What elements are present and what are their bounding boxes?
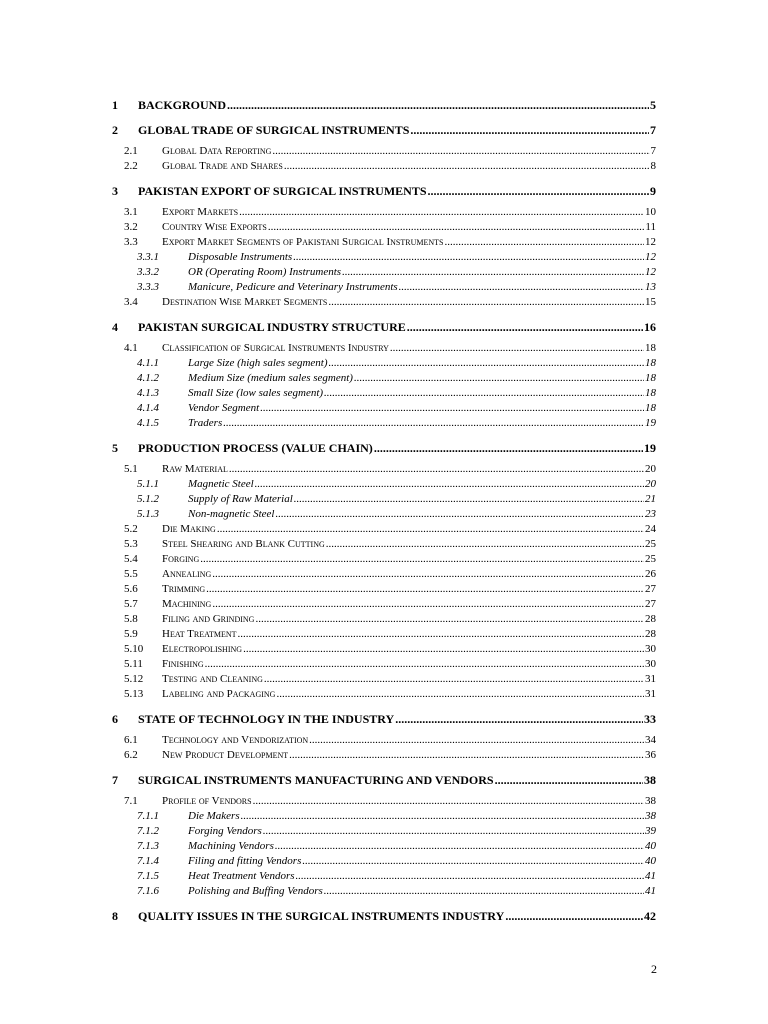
toc-entry-title: Technology and Vendorization	[162, 734, 309, 746]
toc-entry-page: 31	[645, 673, 656, 685]
dot-leader	[275, 507, 644, 522]
toc-entry-page: 19	[644, 441, 656, 455]
toc-entry-4[interactable]	[112, 320, 656, 335]
dot-leader	[212, 597, 644, 612]
toc-entry-page: 12	[645, 266, 656, 278]
toc-entry-number: 3.3.2	[137, 266, 159, 278]
toc-entry-number: 2.2	[124, 160, 138, 172]
toc-entry-5-1[interactable]	[112, 462, 656, 477]
toc-entry-page: 26	[645, 568, 656, 580]
toc-entry-5-1-2[interactable]	[112, 492, 656, 507]
toc-entry-number: 5.12	[124, 673, 144, 685]
table-of-contents	[112, 98, 656, 924]
toc-entry-page: 34	[645, 734, 656, 746]
dot-leader	[206, 582, 644, 597]
toc-entry-4-1[interactable]	[112, 341, 656, 356]
dot-leader	[354, 371, 644, 386]
toc-entry-page: 24	[645, 523, 656, 535]
toc-entry-title: Annealing	[162, 568, 212, 580]
dot-leader	[399, 280, 644, 295]
toc-entry-number: 5.5	[124, 568, 138, 580]
toc-entry-page: 27	[645, 583, 656, 595]
toc-entry-6[interactable]	[112, 712, 656, 727]
toc-entry-page: 30	[645, 643, 656, 655]
toc-entry-page: 25	[645, 553, 656, 565]
toc-entry-page: 25	[645, 538, 656, 550]
toc-entry-number: 5.6	[124, 583, 138, 595]
toc-entry-page: 18	[645, 372, 656, 384]
toc-entry-number: 3.3.1	[137, 251, 159, 263]
toc-entry-page: 7	[650, 145, 656, 157]
toc-entry-page: 18	[645, 357, 656, 369]
toc-entry-number: 5.10	[124, 643, 144, 655]
toc-entry-title: Magnetic Steel	[188, 478, 254, 490]
toc-entry-title: Filing and Grinding	[162, 613, 255, 625]
toc-entry-page: 13	[645, 281, 656, 293]
toc-entry-title: Disposable Instruments	[188, 251, 293, 263]
toc-entry-number: 7.1.4	[137, 855, 159, 867]
toc-entry-title: Die Makers	[188, 810, 240, 822]
toc-entry-title: QUALITY ISSUES IN THE SURGICAL INSTRUMENTS INDUSTRY	[138, 909, 505, 923]
toc-entry-5-11[interactable]	[112, 657, 656, 672]
toc-entry-number: 3.1	[124, 206, 138, 218]
toc-entry-number: 4	[112, 320, 118, 334]
toc-entry-7-1-5[interactable]	[112, 869, 656, 884]
toc-entry-number: 7	[112, 773, 118, 787]
toc-entry-title: Trimming	[162, 583, 206, 595]
dot-leader	[302, 854, 644, 869]
dot-leader	[309, 733, 644, 748]
toc-entry-number: 5.1.3	[137, 508, 159, 520]
toc-entry-title: Export Market Segments of Pakistani Surgical Instruments	[162, 236, 444, 248]
toc-entry-page: 9	[650, 184, 656, 198]
toc-entry-title: Manicure, Pedicure and Veterinary Instruments	[188, 281, 398, 293]
toc-entry-page: 10	[645, 206, 656, 218]
toc-entry-page: 38	[644, 773, 656, 787]
toc-entry-page: 27	[645, 598, 656, 610]
toc-entry-5-2[interactable]	[112, 522, 656, 537]
toc-entry-page: 18	[645, 402, 656, 414]
toc-entry-3-1[interactable]	[112, 205, 656, 220]
toc-entry-title: Finishing	[162, 658, 204, 670]
toc-entry-number: 3.2	[124, 221, 138, 233]
dot-leader	[227, 98, 649, 113]
dot-leader	[374, 441, 643, 456]
toc-entry-title: Heat Treatment	[162, 628, 237, 640]
toc-entry-number: 7.1.5	[137, 870, 159, 882]
toc-entry-5-12[interactable]	[112, 672, 656, 687]
toc-entry-number: 7.1	[124, 795, 138, 807]
toc-entry-3[interactable]	[112, 184, 656, 199]
dot-leader	[255, 477, 644, 492]
dot-leader	[241, 809, 644, 824]
toc-entry-title: Machining	[162, 598, 212, 610]
toc-entry-title: Die Making	[162, 523, 216, 535]
toc-entry-page: 38	[645, 810, 656, 822]
toc-entry-page: 19	[645, 417, 656, 429]
toc-entry-5[interactable]	[112, 441, 656, 456]
toc-entry-title: Supply of Raw Material	[188, 493, 293, 505]
toc-entry-number: 3.3.3	[137, 281, 159, 293]
toc-entry-title: Electropolishing	[162, 643, 243, 655]
toc-entry-page: 8	[650, 160, 656, 172]
dot-leader	[329, 356, 644, 371]
toc-entry-number: 5.2	[124, 523, 138, 535]
dot-leader	[212, 567, 644, 582]
dot-leader	[243, 642, 644, 657]
toc-entry-page: 18	[645, 342, 656, 354]
toc-entry-number: 6	[112, 712, 118, 726]
toc-entry-4-1-2[interactable]	[112, 371, 656, 386]
toc-entry-page: 41	[645, 885, 656, 897]
toc-entry-page: 38	[645, 795, 656, 807]
toc-entry-title: Small Size (low sales segment)	[188, 387, 324, 399]
dot-leader	[264, 672, 644, 687]
toc-entry-number: 7.1.3	[137, 840, 159, 852]
dot-leader	[324, 386, 644, 401]
toc-entry-number: 3	[112, 184, 118, 198]
dot-leader	[289, 748, 644, 763]
toc-entry-page: 18	[645, 387, 656, 399]
dot-leader	[263, 824, 644, 839]
toc-entry-page: 23	[645, 508, 656, 520]
toc-entry-page: 30	[645, 658, 656, 670]
toc-entry-number: 5.11	[124, 658, 143, 670]
toc-entry-6-1[interactable]	[112, 733, 656, 748]
toc-entry-page: 40	[645, 855, 656, 867]
dot-leader	[410, 123, 649, 138]
toc-entry-6-2[interactable]	[112, 748, 656, 763]
toc-entry-5-3[interactable]	[112, 537, 656, 552]
dot-leader	[223, 416, 644, 431]
toc-entry-number: 2	[112, 123, 118, 137]
toc-entry-2-1[interactable]	[112, 144, 656, 159]
dot-leader	[238, 627, 644, 642]
dot-leader	[239, 205, 644, 220]
toc-entry-number: 1	[112, 98, 118, 112]
page-number: 2	[651, 962, 657, 976]
dot-leader	[255, 612, 644, 627]
toc-entry-number: 7.1.2	[137, 825, 159, 837]
toc-entry-2[interactable]	[112, 123, 656, 138]
toc-entry-title: SURGICAL INSTRUMENTS MANUFACTURING AND VENDORS	[138, 773, 494, 787]
toc-entry-title: STATE OF TECHNOLOGY IN THE INDUSTRY	[138, 712, 395, 726]
toc-entry-number: 5.7	[124, 598, 138, 610]
toc-entry-7-1-4[interactable]	[112, 854, 656, 869]
dot-leader	[342, 265, 644, 280]
toc-entry-2-2[interactable]	[112, 159, 656, 174]
toc-entry-number: 3.3	[124, 236, 138, 248]
dot-leader	[428, 184, 649, 199]
dot-leader	[505, 909, 643, 924]
toc-entry-number: 7.1.6	[137, 885, 159, 897]
toc-entry-number: 8	[112, 909, 118, 923]
dot-leader	[395, 712, 643, 727]
toc-entry-title: Machining Vendors	[188, 840, 274, 852]
dot-leader	[328, 295, 644, 310]
dot-leader	[276, 687, 644, 702]
toc-entry-title: Forging Vendors	[188, 825, 262, 837]
toc-entry-title: PAKISTAN SURGICAL INDUSTRY STRUCTURE	[138, 320, 406, 334]
toc-entry-page: 12	[645, 251, 656, 263]
dot-leader	[200, 552, 644, 567]
toc-entry-title: Large Size (high sales segment)	[188, 357, 328, 369]
dot-leader	[217, 522, 644, 537]
toc-entry-title: PAKISTAN EXPORT OF SURGICAL INSTRUMENTS	[138, 184, 427, 198]
dot-leader	[407, 320, 643, 335]
toc-entry-page: 11	[645, 221, 656, 233]
toc-entry-page: 20	[645, 463, 656, 475]
toc-entry-number: 2.1	[124, 145, 138, 157]
toc-entry-3-3[interactable]	[112, 235, 656, 250]
toc-entry-title: Classification of Surgical Instruments Industry	[162, 342, 389, 354]
toc-entry-number: 4.1.4	[137, 402, 159, 414]
toc-entry-title: Testing and Cleaning	[162, 673, 263, 685]
toc-entry-number: 4.1.5	[137, 417, 159, 429]
toc-entry-title: Traders	[188, 417, 223, 429]
toc-entry-title: Global Data Reporting	[162, 145, 272, 157]
toc-entry-5-8[interactable]	[112, 612, 656, 627]
dot-leader	[260, 401, 644, 416]
toc-entry-page: 16	[644, 320, 656, 334]
toc-entry-page: 21	[645, 493, 656, 505]
toc-entry-page: 39	[645, 825, 656, 837]
toc-entry-7[interactable]	[112, 773, 656, 788]
toc-entry-title: Polishing and Buffing Vendors	[188, 885, 323, 897]
dot-leader	[390, 341, 644, 356]
toc-entry-number: 5.1.1	[137, 478, 159, 490]
toc-entry-title: Forging	[162, 553, 200, 565]
dot-leader	[294, 492, 644, 507]
toc-entry-5-13[interactable]	[112, 687, 656, 702]
toc-entry-4-1-4[interactable]	[112, 401, 656, 416]
toc-entry-number: 3.4	[124, 296, 138, 308]
dot-leader	[495, 773, 643, 788]
toc-entry-title: Country Wise Exports	[162, 221, 267, 233]
toc-entry-title: Filing and fitting Vendors	[188, 855, 302, 867]
dot-leader	[293, 250, 644, 265]
dot-leader	[253, 794, 644, 809]
toc-entry-title: Raw Material	[162, 463, 228, 475]
toc-entry-7-1-2[interactable]	[112, 824, 656, 839]
toc-entry-number: 5.3	[124, 538, 138, 550]
toc-entry-5-9[interactable]	[112, 627, 656, 642]
toc-entry-number: 7.1.1	[137, 810, 159, 822]
toc-entry-number: 6.1	[124, 734, 138, 746]
dot-leader	[284, 159, 650, 174]
toc-entry-number: 4.1	[124, 342, 138, 354]
toc-entry-number: 5.1	[124, 463, 138, 475]
toc-entry-5-7[interactable]	[112, 597, 656, 612]
toc-entry-7-1-1[interactable]	[112, 809, 656, 824]
dot-leader	[275, 839, 644, 854]
toc-entry-title: New Product Development	[162, 749, 289, 761]
toc-entry-page: 20	[645, 478, 656, 490]
toc-entry-title: Steel Shearing and Blank Cutting	[162, 538, 325, 550]
toc-entry-title: PRODUCTION PROCESS (VALUE CHAIN)	[138, 441, 373, 455]
toc-entry-title: Destination Wise Market Segments	[162, 296, 328, 308]
toc-entry-3-3-2[interactable]	[112, 265, 656, 280]
toc-entry-page: 28	[645, 628, 656, 640]
toc-entry-page: 12	[645, 236, 656, 248]
toc-entry-3-2[interactable]	[112, 220, 656, 235]
toc-entry-title: OR (Operating Room) Instruments	[188, 266, 342, 278]
dot-leader	[205, 657, 644, 672]
toc-entry-1[interactable]	[112, 98, 656, 113]
toc-entry-4-1-3[interactable]	[112, 386, 656, 401]
toc-entry-page: 41	[645, 870, 656, 882]
toc-entry-title: Medium Size (medium sales segment)	[188, 372, 353, 384]
toc-entry-5-1-3[interactable]	[112, 507, 656, 522]
toc-entry-page: 36	[645, 749, 656, 761]
toc-entry-5-4[interactable]	[112, 552, 656, 567]
toc-entry-number: 5.8	[124, 613, 138, 625]
toc-entry-title: Non-magnetic Steel	[188, 508, 275, 520]
toc-entry-3-3-3[interactable]	[112, 280, 656, 295]
toc-entry-page: 40	[645, 840, 656, 852]
toc-entry-number: 5.9	[124, 628, 138, 640]
toc-entry-3-4[interactable]	[112, 295, 656, 310]
toc-entry-4-1-1[interactable]	[112, 356, 656, 371]
toc-entry-page: 5	[650, 98, 656, 112]
toc-entry-5-10[interactable]	[112, 642, 656, 657]
toc-entry-title: Global Trade and Shares	[162, 160, 283, 172]
toc-entry-title: BACKGROUND	[138, 98, 227, 112]
dot-leader	[324, 884, 644, 899]
toc-entry-number: 5	[112, 441, 118, 455]
toc-entry-7-1-6[interactable]	[112, 884, 656, 899]
toc-entry-number: 5.4	[124, 553, 138, 565]
toc-entry-title: Profile of Vendors	[162, 795, 252, 807]
toc-entry-4-1-5[interactable]	[112, 416, 656, 431]
dot-leader	[272, 144, 649, 159]
toc-entry-title: GLOBAL TRADE OF SURGICAL INSTRUMENTS	[138, 123, 410, 137]
toc-entry-title: Heat Treatment Vendors	[188, 870, 295, 882]
toc-entry-7-1-3[interactable]	[112, 839, 656, 854]
dot-leader	[296, 869, 644, 884]
toc-entry-number: 4.1.1	[137, 357, 159, 369]
toc-entry-5-1-1[interactable]	[112, 477, 656, 492]
toc-entry-title: Export Markets	[162, 206, 239, 218]
dot-leader	[444, 235, 644, 250]
toc-entry-number: 5.1.2	[137, 493, 159, 505]
dot-leader	[326, 537, 644, 552]
toc-entry-page: 15	[645, 296, 656, 308]
toc-entry-5-6[interactable]	[112, 582, 656, 597]
toc-entry-5-5[interactable]	[112, 567, 656, 582]
toc-entry-page: 33	[644, 712, 656, 726]
toc-entry-page: 7	[650, 123, 656, 137]
toc-entry-page: 42	[644, 909, 656, 923]
toc-entry-number: 6.2	[124, 749, 138, 761]
toc-entry-page: 28	[645, 613, 656, 625]
toc-entry-number: 4.1.2	[137, 372, 159, 384]
toc-entry-number: 4.1.3	[137, 387, 159, 399]
toc-entry-3-3-1[interactable]	[112, 250, 656, 265]
dot-leader	[268, 220, 645, 235]
toc-entry-8[interactable]	[112, 909, 656, 924]
toc-entry-page: 31	[645, 688, 656, 700]
toc-entry-number: 5.13	[124, 688, 144, 700]
dot-leader	[229, 462, 644, 477]
toc-entry-7-1[interactable]	[112, 794, 656, 809]
toc-entry-title: Labeling and Packaging	[162, 688, 276, 700]
toc-entry-title: Vendor Segment	[188, 402, 260, 414]
